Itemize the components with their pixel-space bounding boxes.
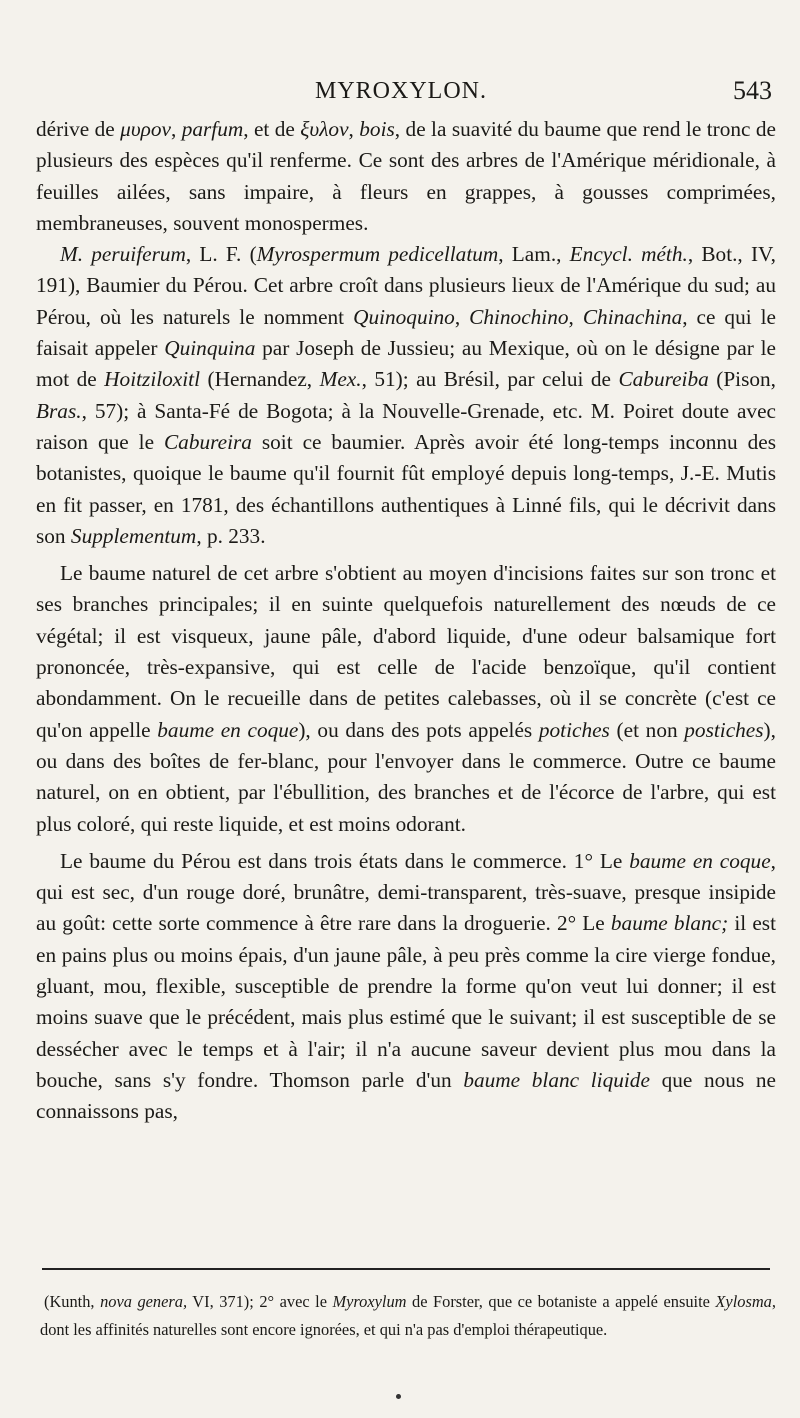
page-number: 543 [733, 76, 772, 105]
text-run: , 57); à Santa-Fé de Bogota; à la Nouvelle-Grenade, etc. M. Poiret doute avec raison que le [36, 398, 776, 454]
italic-text: baume en coque [629, 848, 771, 873]
text-run: par Joseph de Jussieu; au Mexique, où on le désigne par le mot de [36, 336, 776, 392]
text-run: ), ou dans des boîtes de fer-blanc, pour l'envoyer dans le commerce. Outre ce baume naturel, on en obtient, par l'ébullition, des branches et de l'écorce de l'arbre, qui est plus coloré, qui reste liquide, et est moins odorant. [36, 717, 776, 836]
italic-text: Bras. [36, 398, 82, 423]
italic-text: Cabureiba [618, 367, 709, 392]
text-run: ), ou dans des pots appelés [298, 717, 539, 742]
italic-text: baume blanc; [610, 911, 729, 936]
text-run: (Hernandez, [200, 367, 320, 392]
italic-text: Myroxylum [332, 1292, 407, 1311]
italic-text: postiches [684, 717, 764, 742]
text-run: , [348, 117, 360, 141]
italic-text: μυρον [120, 117, 171, 141]
italic-text: parfum [181, 117, 244, 141]
paragraph [36, 114, 776, 239]
italic-text: Cabureira [163, 429, 252, 454]
text-run: , [170, 117, 182, 141]
footnote-text [40, 1288, 776, 1344]
text-run: , dont les affinités naturelles sont encore ignorées, et qui n'a pas d'emploi thérapeutique. [40, 1292, 776, 1339]
italic-text: M. peruiferum [60, 242, 186, 267]
text-run: (Pison, [708, 367, 776, 392]
text-run: , Lam., [498, 242, 570, 267]
page-header [30, 74, 772, 114]
text-run: dérive de [36, 117, 121, 141]
italic-text: nova genera, [100, 1292, 188, 1311]
text-run: il est en pains plus ou moins épais, d'un jaune pâle, à peu près comme la cire vierge fondue, gluant, mou, flexible, susceptible de prendre la forme qu'on veut lui donner; il est moins suave que le précédent, mais plus estimé que le suivant; il est susceptible de se dessécher avec le temps et à l'air; il n'a aucune saveur devient plus mou dans la bouche, sans s'y fondre. Thomson parle d'un [36, 911, 776, 1092]
text-run: (et non [609, 717, 685, 742]
italic-text: Xylosma [715, 1292, 772, 1311]
italic-text: Chinachina [582, 304, 683, 329]
text-run: que nous ne connaissons pas, [36, 1067, 777, 1124]
italic-text: Supplementum [70, 523, 197, 548]
text-run: , 51); au Brésil, par celui de [361, 367, 619, 392]
running-title: MYROXYLON. [315, 78, 487, 104]
main-text [36, 114, 776, 1128]
text-run: , [454, 304, 470, 329]
italic-text: Quinquina [164, 336, 256, 361]
text-run: Le baume naturel de cet arbre s'obtient au moyen d'incisions faites sur son tronc et ses branches principales; il en suinte quelquefois naturellement des nœuds de ce végétal; il est visqueux, jaune pâle, d'abord liquide, d'une odeur balsamique fort prononcée, très-expansive, qui est celle de l'acide benzoïque, qu'il contient abondamment. On le recueille dans de petites calebasses, où il se concrète (c'est ce qu'on appelle [36, 561, 776, 742]
text-run: VI, 371); 2° avec le [187, 1292, 333, 1311]
italic-text: potiches [538, 717, 610, 742]
text-run: , de la suavité du baume que rend le tronc de plusieurs des espèces qu'il renferme. Ce sont des arbres de l'Amérique méridionale, à feuilles ailées, sans impaire, à fleurs en grappes, à gousses comprimées, membraneuses, souvent monospermes. [36, 117, 776, 235]
italic-text: Encycl. méth. [569, 242, 688, 267]
text-run: , qui est sec, d'un rouge doré, brunâtre, demi-transparent, très-suave, presque insipide au goût: cette sorte commence à être rare dans la droguerie. 2° Le [36, 848, 776, 936]
paragraph [36, 846, 776, 1128]
text-run: , p. 233. [196, 523, 266, 548]
text-run: , ce qui le faisait appeler [36, 304, 776, 361]
italic-text: baume blanc liquide [463, 1067, 650, 1092]
paragraph [36, 558, 776, 840]
italic-text: Myrospermum pedicellatum [256, 242, 499, 267]
footnote-divider [42, 1268, 770, 1270]
italic-text: bois [359, 117, 395, 141]
italic-text: Chinochino [469, 304, 569, 329]
text-run: de Forster, que ce botaniste a appelé ensuite [406, 1292, 716, 1311]
italic-text: Hoitziloxitl [104, 367, 201, 392]
italic-text: baume en coque [157, 717, 299, 742]
text-run: Le baume du Pérou est dans trois états dans le commerce. 1° Le [60, 848, 630, 873]
printer-mark [396, 1394, 401, 1399]
italic-text: Quinoquino [353, 304, 455, 329]
italic-text: Mex. [319, 367, 362, 392]
footnote [40, 1288, 776, 1344]
text-run: soit ce baumier. Après avoir été long-temps inconnu des botanistes, quoique le baume qu'il fournit fût employé depuis long-temps, J.-E. Mutis en fit passer, en 1781, des échantillons authentiques à Linné fils, qui le décrivit dans son [36, 429, 776, 548]
text-run: , [568, 304, 583, 329]
italic-text: ξυλον [300, 117, 349, 141]
paragraph [36, 239, 776, 552]
text-run: , Bot., IV, 191), Baumier du Pérou. Cet arbre croît dans plusieurs lieux de l'Amérique du sud; au Pérou, où les naturels le nomment [36, 242, 776, 329]
text-run: (Kunth, [44, 1292, 101, 1311]
text-run: , et de [243, 117, 301, 141]
text-run: , L. F. ( [185, 242, 257, 267]
